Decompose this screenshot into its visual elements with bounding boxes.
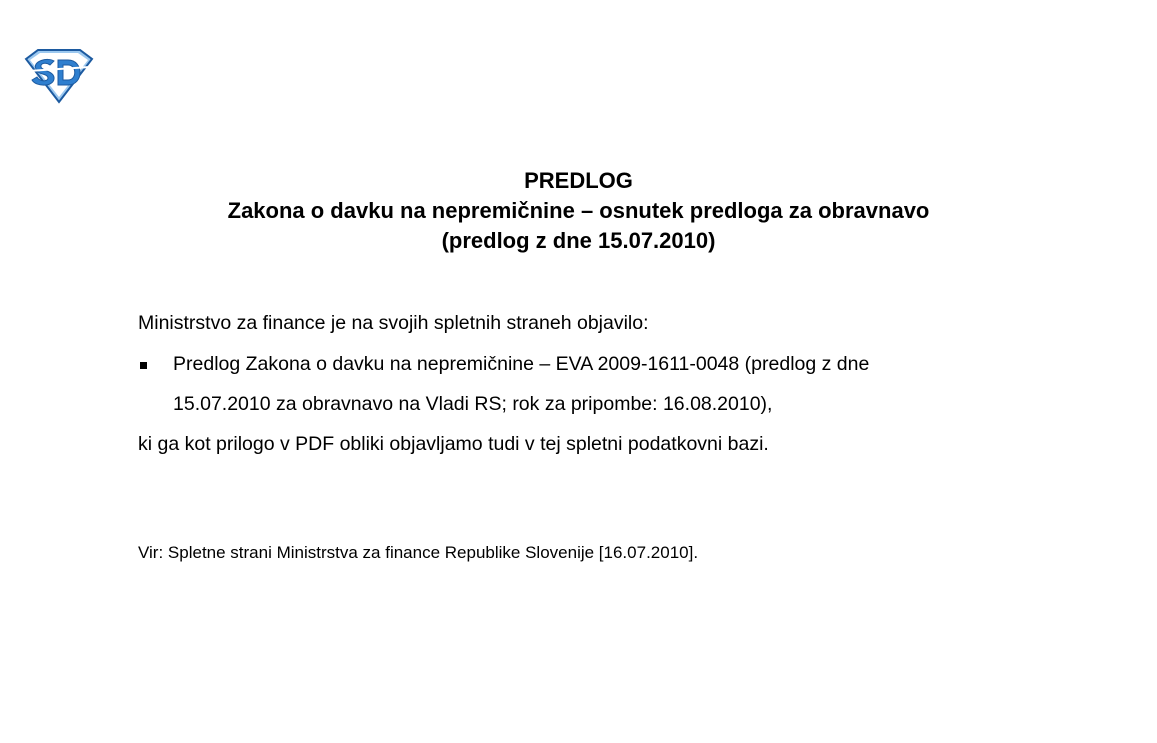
intro-paragraph: Ministrstvo za finance je na svojih spletnih straneh objavilo: [138, 312, 649, 334]
document-date: (predlog z dne 15.07.2010) [441, 228, 716, 253]
sd-logo-icon [22, 47, 96, 105]
source-citation: Vir: Spletne strani Ministrstva za finance Republike Slovenije [16.07.2010]. [138, 543, 699, 562]
document-heading [0, 166, 1157, 256]
closing-paragraph: ki ga kot prilogo v PDF obliki objavljamo tudi v tej spletni podatkovni bazi. [138, 433, 769, 455]
bullet-marker-icon [140, 362, 147, 369]
bullet-text-line1: Predlog Zakona o davku na nepremičnine – EVA 2009-1611-0048 (predlog z dne [173, 353, 870, 375]
document-subtitle: Zakona o davku na nepremičnine – osnutek predloga za obravnavo [227, 198, 930, 223]
bullet-text-line2: 15.07.2010 za obravnavo na Vladi RS; rok za pripombe: 16.08.2010), [173, 393, 773, 415]
document-title: PREDLOG [524, 168, 633, 193]
bullet-list-item [138, 353, 1098, 379]
